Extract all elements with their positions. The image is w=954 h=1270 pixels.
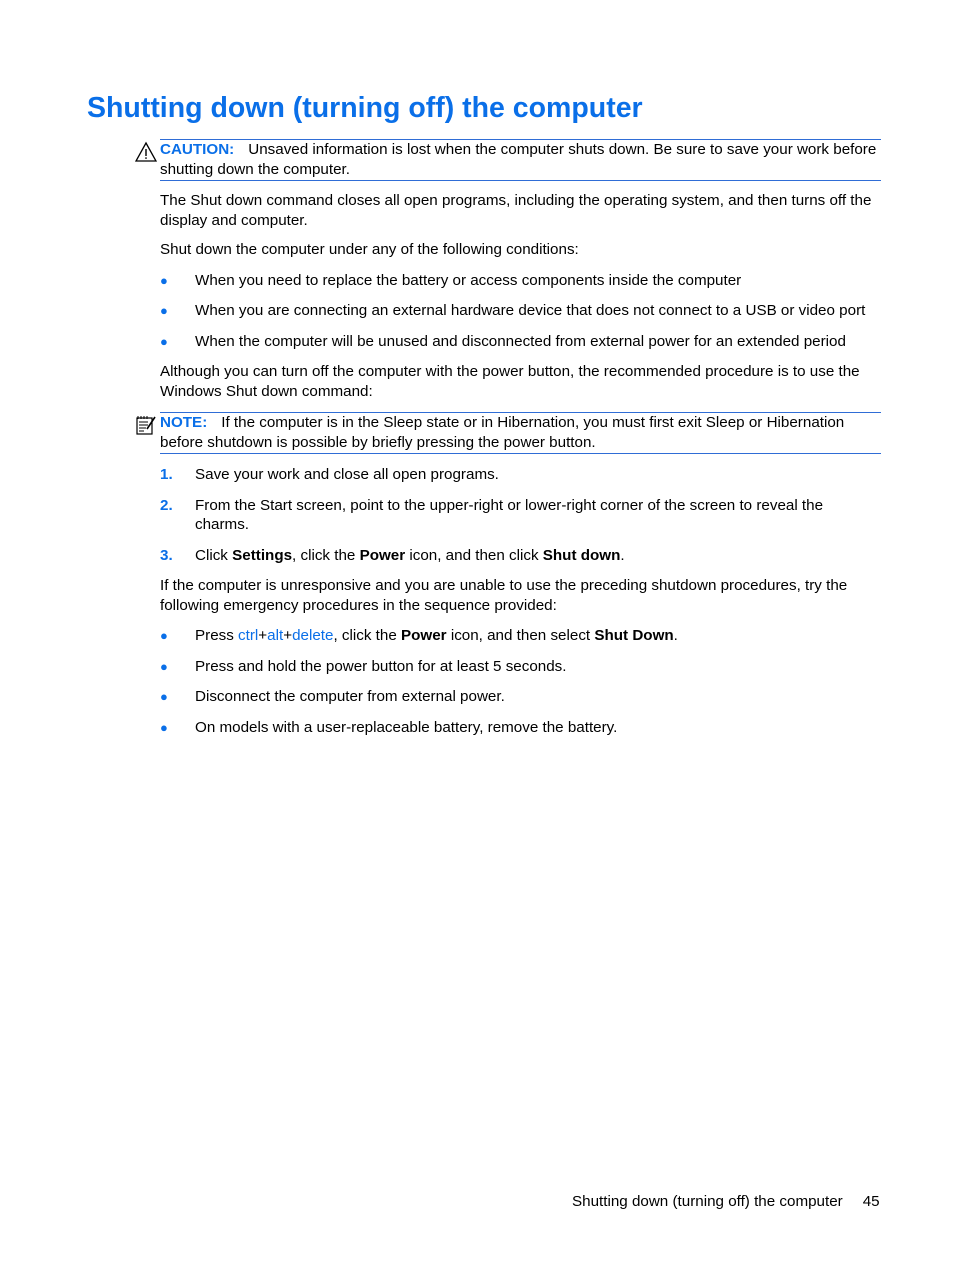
bullet-icon: ● [160,272,168,288]
bullet-icon: ● [160,658,168,674]
key-ctrl: ctrl [238,627,259,644]
step-item: 3. Click Settings, click the Power icon, and then click Shut down. [160,546,625,564]
key-alt: alt [267,627,284,644]
bullet-icon: ● [160,689,168,704]
paragraph: Shut down the computer under any of the following conditions: [160,241,579,258]
key-delete: delete [292,627,334,644]
bullet-icon: ● [160,628,168,643]
list-item: ● Press and hold the power button for at least 5 seconds. [160,657,567,675]
list-item: ● When the computer will be unused and disconnected from external power for an extended period [160,332,846,350]
list-item: ● Disconnect the computer from external power. [160,688,505,705]
caution-label: CAUTION: [160,141,235,158]
note-callout [160,412,881,454]
step-item: 2. From the Start screen, point to the upper-right or lower-right corner of the screen to reveal the charms. [160,496,824,533]
step-item: 1. Save your work and close all open programs. [160,466,499,483]
page-number: 45 [862,1193,880,1210]
page-title: Shutting down (turning off) the computer [87,92,643,124]
bullet-icon: ● [160,303,168,318]
emergency-list [160,626,881,737]
paragraph: If the computer is unresponsive and you are unable to use the preceding shutdown procedures, try the following emergency procedures in the sequence provided: [160,577,848,614]
paragraph: Although you can turn off the computer with the power button, the recommended procedure is to use the Windows Shut down command: [160,363,860,400]
main-content [160,139,881,737]
note-text: If the computer is in the Sleep state or in Hibernation, you must first exit Sleep or Hibernation before shutdown is possible by briefly pressing the power button. [160,414,845,451]
list-item: ● On models with a user-replaceable battery, remove the battery. [160,718,618,736]
page-footer [572,1192,880,1212]
bullet-icon: ● [160,719,168,735]
caution-text: Unsaved information is lost when the computer shuts down. Be sure to save your work before shutting down the computer. [160,141,877,178]
warning-triangle-icon [135,141,157,163]
caution-callout [160,139,881,181]
steps-list [160,465,881,565]
list-item: ● When you are connecting an external hardware device that does not connect to a USB or video port [160,302,866,319]
paragraph: The Shut down command closes all open programs, including the operating system, and then turns off the display and computer. [160,192,872,229]
bullet-icon: ● [160,333,168,349]
conditions-list [160,271,881,352]
note-pad-icon [135,414,157,436]
list-item: ● When you need to replace the battery or access components inside the computer [160,271,742,289]
footer-title: Shutting down (turning off) the computer [572,1193,843,1210]
note-label: NOTE: [160,414,208,431]
list-item: ● Press ctrl+alt+delete, click the Power icon, and then select Shut Down. [160,627,678,644]
